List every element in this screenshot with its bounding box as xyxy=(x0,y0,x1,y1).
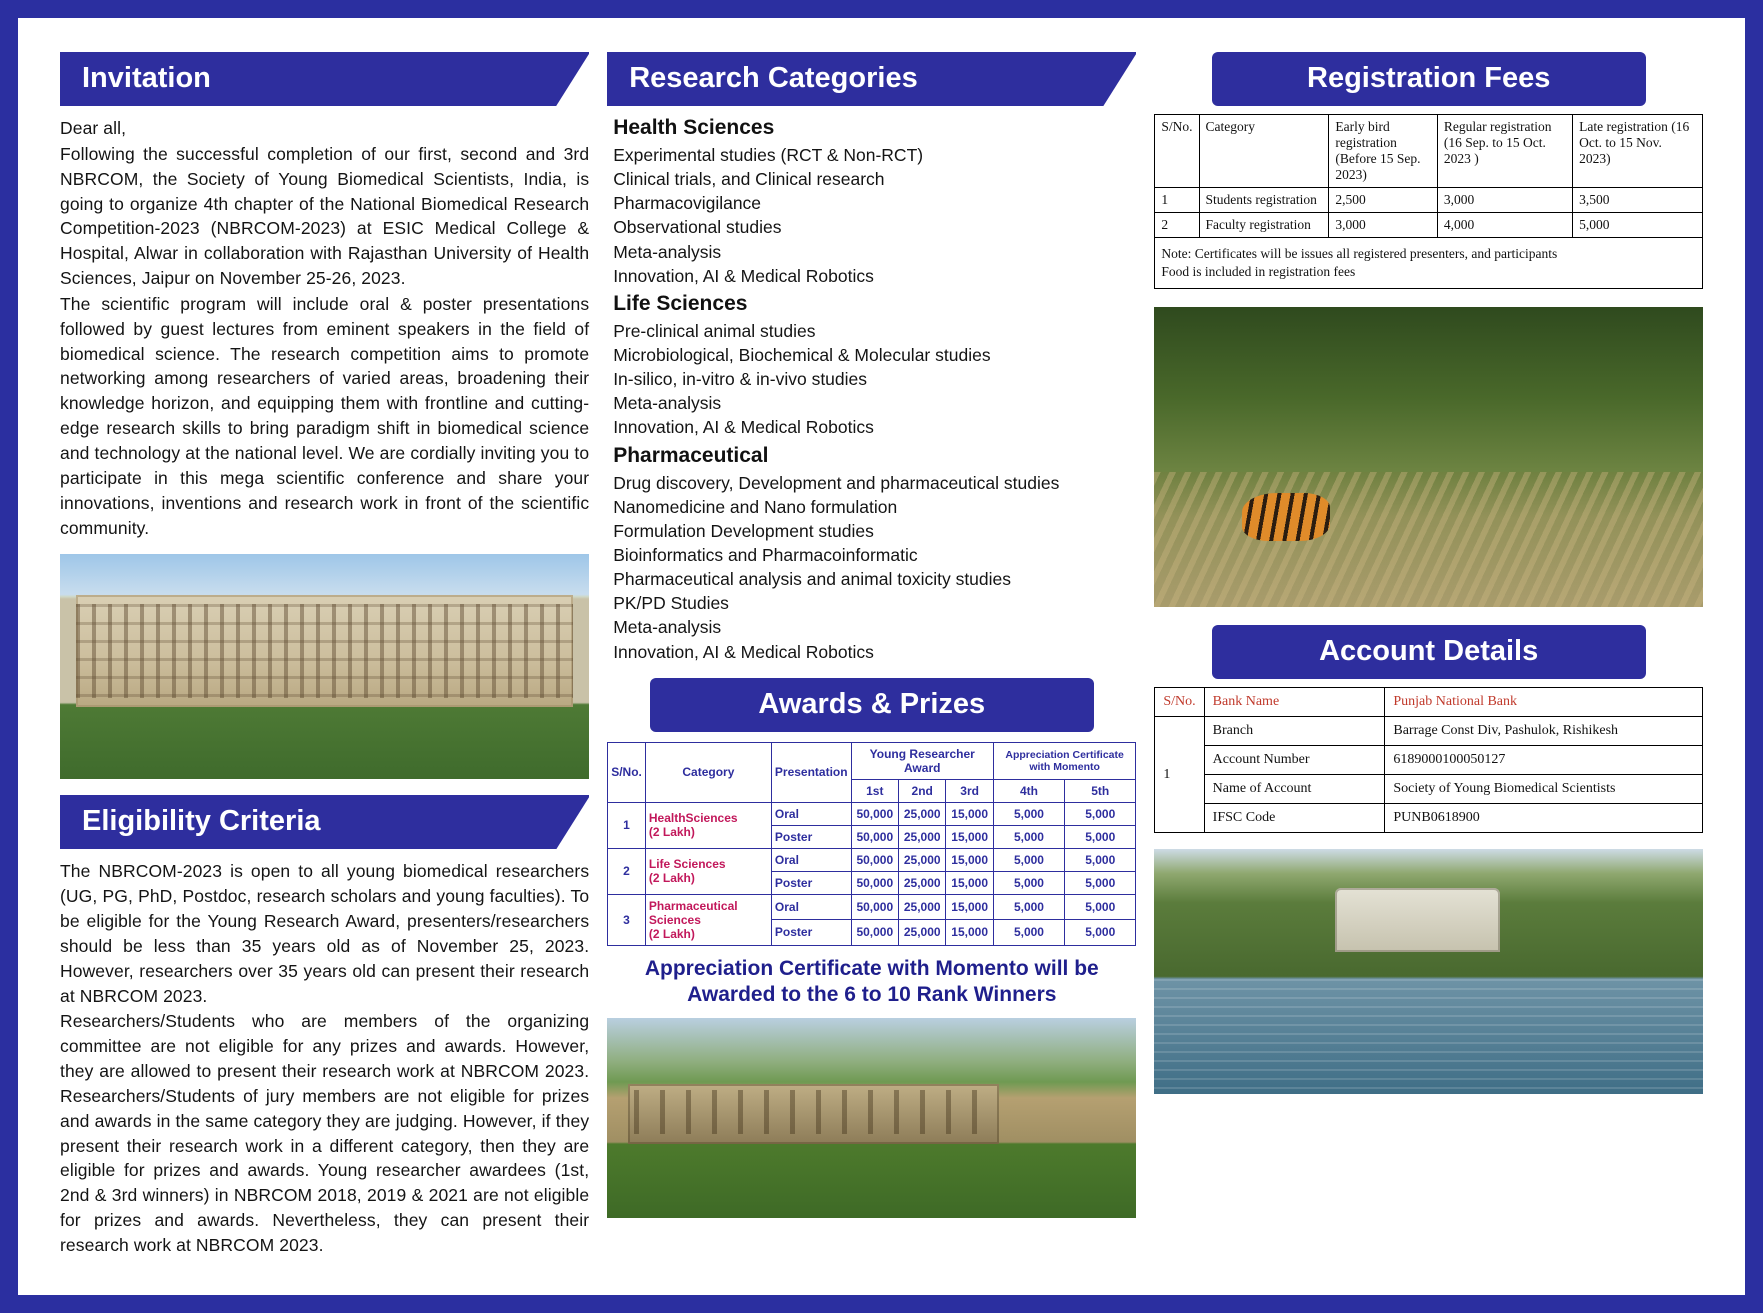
invitation-heading: Invitation xyxy=(60,52,589,106)
awards-prize: 5,000 xyxy=(1065,825,1136,848)
table-note-row xyxy=(1155,238,1703,289)
awards-prize: 15,000 xyxy=(946,894,993,920)
table-row xyxy=(1155,717,1703,746)
table-header-row xyxy=(1155,115,1703,188)
awards-prize: 5,000 xyxy=(1065,920,1136,946)
awards-footer-note: Appreciation Certificate with Momento will be Awarded to the 6 to 10 Rank Winners xyxy=(644,956,1099,1006)
category-item: Formulation Development studies xyxy=(613,520,874,541)
category-item: Nanomedicine and Nano formulation xyxy=(613,496,898,517)
awards-table xyxy=(607,742,1136,946)
category-item: Pharmacovigilance xyxy=(613,193,762,214)
fee-early: 3,000 xyxy=(1329,213,1438,238)
fee-regular: 3,000 xyxy=(1437,188,1572,213)
fee-category: Students registration xyxy=(1199,188,1329,213)
awards-prize: 5,000 xyxy=(993,825,1064,848)
rank-header-3: 3rd xyxy=(946,779,993,802)
fee-col-regular: Regular registration (16 Sep. to 15 Oct. 2023 ) xyxy=(1437,115,1572,188)
account-bank-value: Punjab National Bank xyxy=(1385,688,1703,717)
left-column xyxy=(60,52,589,1267)
awards-row-sno: 2 xyxy=(608,848,646,894)
invitation-paragraph-1: Following the successful completion of our first, second and 3rd NBRCOM, the Society of Young Biomedical Scientists, India, is going to organize 4th chapter of the National Biomedical Research Competition-2023 (NBRCOM-2023) at ESIC Medical College & Hospital, Alwar in collaboration with Rajasthan University of Health Sciences, Jaipur on November 25-26, 2023. xyxy=(60,143,590,289)
invitation-text xyxy=(60,116,589,540)
invitation-paragraph-2: The scientific program will include oral & poster presentations followed by guest lectures from eminent speakers in the field of biomedical science. The research competition aims to promote networking among researchers of varied areas, broadening their knowledge horizon, and equipping them with frontline and cutting-edge research skills to bring paradigm shift in biomedical science and technology at the national level. We are cordially inviting you to participate in this mega scientific conference and share your innovations, inventions and research work in front of the scientific community. xyxy=(60,293,590,538)
awards-prize: 25,000 xyxy=(899,825,946,848)
awards-category-amount: (2 Lakh) xyxy=(648,871,695,886)
eligibility-paragraph-2: Researchers/Students who are members of the organizing committee are not eligible for any prizes and awards. However, they are allowed to present their research work at NBRCOM 2023. Researchers/Students of jury members are not eligible for prizes and awards in the same category they are judging. However, if they present their research work in a different category, then they are eligible for prizes and awards. Young researcher awardees (1st, 2nd & 3rd winners) in NBRCOM 2018, 2019 & 2021 are not eligible for prizes and awards. Nevertheless, they can present their research work at NBRCOM 2023. xyxy=(60,1011,590,1255)
awards-prize: 50,000 xyxy=(851,825,898,848)
account-field-label: IFSC Code xyxy=(1204,804,1385,833)
awards-prize: 15,000 xyxy=(946,920,993,946)
awards-heading: Awards & Prizes xyxy=(650,678,1094,732)
research-categories-heading: Research Categories xyxy=(607,52,1136,106)
awards-prize: 5,000 xyxy=(1065,894,1136,920)
awards-category-name: Life Sciences xyxy=(648,857,726,872)
awards-prize: 25,000 xyxy=(899,871,946,894)
lake-palace-photo xyxy=(1154,849,1703,1094)
category-title: Life Sciences xyxy=(613,291,748,315)
account-details-table xyxy=(1154,687,1703,833)
awards-prize: 50,000 xyxy=(851,871,898,894)
category-group-life xyxy=(613,292,1130,440)
account-field-value: 6189000100050127 xyxy=(1385,746,1703,775)
awards-prize: 5,000 xyxy=(993,894,1064,920)
table-row xyxy=(608,802,1136,825)
rank-header-1: 1st xyxy=(851,779,898,802)
table-row xyxy=(608,848,1136,871)
account-field-label: Account Number xyxy=(1204,746,1385,775)
awards-prize: 5,000 xyxy=(1065,802,1136,825)
awards-prize: 5,000 xyxy=(993,848,1064,871)
table-header-row xyxy=(1155,688,1703,717)
fee-col-late: Late registration (16 Oct. to 15 Nov. 2023) xyxy=(1573,115,1703,188)
account-row-sno: 1 xyxy=(1155,717,1204,833)
category-item: Innovation, AI & Medical Robotics xyxy=(613,641,874,662)
account-col-bank-name: Bank Name xyxy=(1204,688,1385,717)
awards-prize: 5,000 xyxy=(993,802,1064,825)
category-item: Meta-analysis xyxy=(613,617,722,638)
awards-col-appreciation: Appreciation Certificate with Momento xyxy=(993,742,1136,779)
category-title: Pharmaceutical xyxy=(613,443,769,467)
awards-col-sno: S/No. xyxy=(608,742,646,802)
awards-category-name: HealthSciences xyxy=(648,811,738,826)
fort-photo xyxy=(607,1018,1136,1218)
awards-prize: 15,000 xyxy=(946,802,993,825)
account-col-sno: S/No. xyxy=(1155,688,1204,717)
awards-prize: 50,000 xyxy=(851,802,898,825)
awards-mode: Poster xyxy=(771,920,851,946)
fee-col-early: Early bird registration (Before 15 Sep. 2023) xyxy=(1329,115,1438,188)
table-row xyxy=(608,894,1136,920)
awards-category-amount: (2 Lakh) xyxy=(648,825,695,840)
category-item: Experimental studies (RCT & Non-RCT) xyxy=(613,145,924,165)
awards-category-name: Pharmaceutical Sciences xyxy=(648,898,738,927)
awards-row-category xyxy=(645,894,771,945)
awards-col-presentation: Presentation xyxy=(771,742,851,802)
account-field-label: Branch xyxy=(1204,717,1385,746)
awards-mode: Oral xyxy=(771,802,851,825)
account-field-value: PUNB0618900 xyxy=(1385,804,1703,833)
columns-container xyxy=(60,52,1703,1267)
invitation-salutation: Dear all, xyxy=(60,118,127,138)
table-row xyxy=(1155,804,1703,833)
middle-column xyxy=(607,52,1136,1267)
eligibility-text xyxy=(60,859,589,1258)
category-item: Meta-analysis xyxy=(613,393,722,414)
tiger-photo xyxy=(1154,307,1703,607)
category-item: Bioinformatics and Pharmacoinformatic xyxy=(613,544,918,565)
rank-header-5: 5th xyxy=(1065,779,1136,802)
registration-note-1: Note: Certificates will be issues all registered presenters, and participants xyxy=(1161,246,1558,261)
rank-header-4: 4th xyxy=(993,779,1064,802)
category-item: Observational studies xyxy=(613,217,782,238)
account-details-heading: Account Details xyxy=(1212,625,1646,679)
table-header-row xyxy=(608,742,1136,779)
category-group-pharmaceutical xyxy=(613,444,1130,664)
eligibility-heading: Eligibility Criteria xyxy=(60,795,589,849)
table-row xyxy=(1155,775,1703,804)
category-item: PK/PD Studies xyxy=(613,593,729,614)
table-row xyxy=(1155,188,1703,213)
rank-header-2: 2nd xyxy=(899,779,946,802)
account-field-label: Name of Account xyxy=(1204,775,1385,804)
awards-prize: 15,000 xyxy=(946,871,993,894)
fee-col-category: Category xyxy=(1199,115,1329,188)
awards-prize: 5,000 xyxy=(1065,848,1136,871)
registration-fees-table xyxy=(1154,114,1703,289)
fee-sno: 2 xyxy=(1155,213,1199,238)
awards-prize: 25,000 xyxy=(899,920,946,946)
awards-row-category xyxy=(645,802,771,848)
awards-prize: 50,000 xyxy=(851,920,898,946)
awards-prize: 15,000 xyxy=(946,825,993,848)
category-item: Innovation, AI & Medical Robotics xyxy=(613,417,874,438)
awards-prize: 5,000 xyxy=(993,920,1064,946)
awards-mode: Poster xyxy=(771,871,851,894)
awards-col-category: Category xyxy=(645,742,771,802)
fee-regular: 4,000 xyxy=(1437,213,1572,238)
category-item: Meta-analysis xyxy=(613,241,722,262)
awards-col-yra: Young Researcher Award xyxy=(851,742,993,779)
fee-sno: 1 xyxy=(1155,188,1199,213)
awards-prize: 50,000 xyxy=(851,894,898,920)
table-row xyxy=(1155,213,1703,238)
table-row xyxy=(1155,746,1703,775)
awards-mode: Oral xyxy=(771,848,851,871)
fee-col-sno: S/No. xyxy=(1155,115,1199,188)
fee-early: 2,500 xyxy=(1329,188,1438,213)
category-item: Pre-clinical animal studies xyxy=(613,320,816,341)
awards-mode: Oral xyxy=(771,894,851,920)
awards-prize: 5,000 xyxy=(993,871,1064,894)
fee-category: Faculty registration xyxy=(1199,213,1329,238)
awards-category-amount: (2 Lakh) xyxy=(648,926,695,941)
category-item: Clinical trials, and Clinical research xyxy=(613,169,885,190)
category-title: Health Sciences xyxy=(613,116,775,139)
category-item: Microbiological, Biochemical & Molecular studies xyxy=(613,344,991,365)
right-column xyxy=(1154,52,1703,1267)
awards-prize: 50,000 xyxy=(851,848,898,871)
account-field-value: Society of Young Biomedical Scientists xyxy=(1385,775,1703,804)
awards-prize: 25,000 xyxy=(899,894,946,920)
awards-row-sno: 3 xyxy=(608,894,646,945)
awards-section xyxy=(607,678,1136,1009)
awards-heading-wrap xyxy=(607,678,1136,742)
research-categories-list xyxy=(607,116,1136,664)
registration-notes xyxy=(1155,238,1703,289)
category-item: Pharmaceutical analysis and animal toxicity studies xyxy=(613,569,1012,590)
awards-mode: Poster xyxy=(771,825,851,848)
awards-prize: 15,000 xyxy=(946,848,993,871)
fee-late: 3,500 xyxy=(1573,188,1703,213)
awards-row-category xyxy=(645,848,771,894)
account-field-value: Barrage Const Div, Pashulok, Rishikesh xyxy=(1385,717,1703,746)
category-item: Drug discovery, Development and pharmaceutical studies xyxy=(613,472,1060,493)
awards-row-sno: 1 xyxy=(608,802,646,848)
awards-prize: 25,000 xyxy=(899,848,946,871)
category-group-health xyxy=(613,116,1130,288)
category-item: Innovation, AI & Medical Robotics xyxy=(613,265,874,286)
account-details-table-wrap xyxy=(1154,687,1703,833)
awards-prize: 25,000 xyxy=(899,802,946,825)
awards-prize: 5,000 xyxy=(1065,871,1136,894)
college-photo xyxy=(60,554,589,779)
fee-late: 5,000 xyxy=(1573,213,1703,238)
registration-note-2: Food is included in registration fees xyxy=(1161,264,1356,279)
category-item: In-silico, in-vitro & in-vivo studies xyxy=(613,369,868,390)
eligibility-paragraph-1: The NBRCOM-2023 is open to all young biomedical researchers (UG, PG, PhD, Postdoc, research scholars and young faculties). To be eligible for the Young Research Award, presenters/researchers should be less than 35 years old as of November 25, 2023. However, researchers over 35 years old can present their research at NBRCOM 2023. xyxy=(60,861,590,1006)
registration-fees-heading: Registration Fees xyxy=(1212,52,1646,106)
